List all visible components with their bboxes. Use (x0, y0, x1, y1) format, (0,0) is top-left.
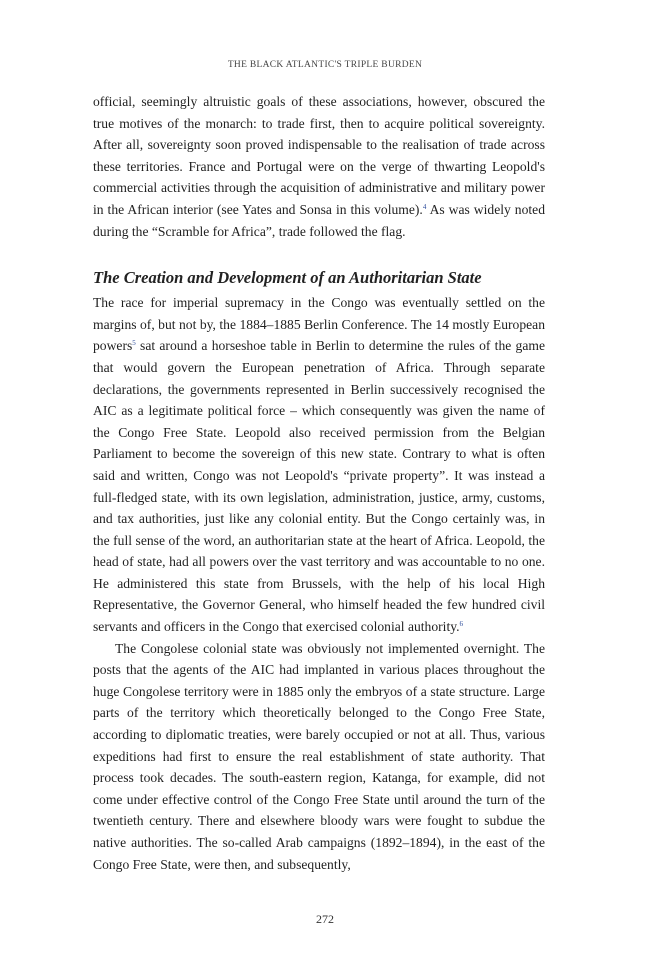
paragraph: The Congolese colonial state was obviously not implemented overnight. The posts that the agents of the AIC had implanted in various places throughout the huge Congolese territory were in 1885 only the embryos of a state structure. Large parts of the territory which theoretically belonged to the Congo Free State, according to diplomatic treaties, were barely occupied or not at all. Thus, various expeditions had first to ensure the real establishment of state authority. That process took decades. The south-eastern region, Katanga, for example, did not come under effective control of the Congo Free State until around the turn of the twentieth century. There and elsewhere bloody wars were fought to subdue the native authorities. The so-called Arab campaigns (1892–1894), in the east of the Congo Free State, were then, and subsequently, (93, 640, 545, 872)
paragraph-text: sat around a horseshoe table in Berlin to determine the rules of the game that would govern the European penetration of Africa. Through separate declarations, the governments represented in Berlin successively recognised the AIC as a legitimate political force – which consequently was given the name of the Congo Free State. Leopold also received permission from the Belgian Parliament to become the sovereign of this new state. Contrary to what is often said and written, Congo was not Leopold's “private property”. It was instead a full-fledged state, with its own legislation, administration, justice, army, customs, and tax authorities, just like any colonial entity. But the Congo certainly was, in the full sense of the word, an authoritarian state at the heart of Africa. Leopold, the head of state, had all powers over the vast territory and was accountable to no one. He administered this state from Brussels, with the help of his local High Representative, the Governor General, who himself headed the few hundred civil servants and officers in the Congo that exercised colonial authority. (93, 338, 545, 635)
footnote-marker-6[interactable]: 6 (459, 620, 464, 629)
paragraph-text: As was widely noted during the “Scramble for Africa”, trade followed the flag. (93, 201, 545, 239)
paragraph (93, 292, 545, 638)
running-head: THE BLACK ATLANTIC'S TRIPLE BURDEN (227, 60, 423, 70)
body-text (93, 91, 545, 875)
section-heading: The Creation and Development of an Authoritarian State (93, 268, 482, 288)
paragraph-continued (93, 91, 545, 242)
footnote-marker-4[interactable]: 4 (422, 202, 427, 211)
footnote-marker-5[interactable]: 5 (132, 339, 136, 348)
paragraph-text: official, seemingly altruistic goals of these associations, however, obscured the true motives of the monarch: to trade first, then to acquire political sovereignty. After all, sovereignty soon proved indispensable to the realisation of trade across these territories. France and Portugal were on the verge of thwarting Leopold's commercial activities through the acquisition of administrative and military power in the African interior (see Yates and Sonsa in this volume). (93, 94, 545, 217)
page-number: 272 (316, 912, 334, 926)
paragraph-text: The race for imperial supremacy in the Congo was eventually settled on the margins of, but not by, the 1884–1885 Berlin Conference. The 14 mostly European powers (93, 295, 545, 354)
